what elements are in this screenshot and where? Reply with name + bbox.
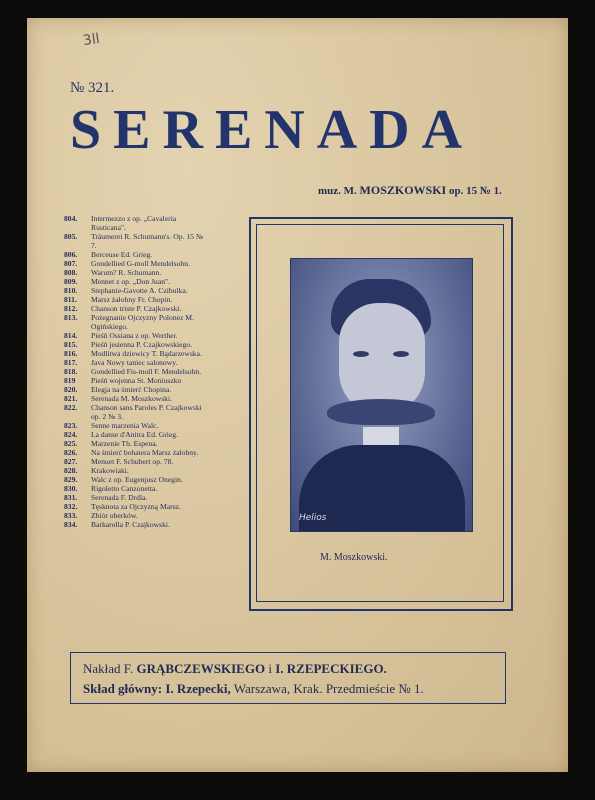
catalog-item xyxy=(64,304,204,313)
catalog-item-number: 820. xyxy=(64,385,78,394)
catalog-item xyxy=(64,421,204,430)
publisher-name-1: GRĄBCZEWSKIEGO xyxy=(136,661,266,676)
catalog-item-title: Na śmierć bohatera Marsz żałobny. xyxy=(91,448,199,457)
catalog-item-title: Warum? R. Schumann. xyxy=(91,268,162,277)
catalog-item-title: Tęsknota za Ojczyzną Marsz. xyxy=(91,502,181,511)
catalog-item-number: 812. xyxy=(64,304,78,313)
depot-name: I. Rzepecki, xyxy=(165,681,231,696)
catalog-item-number: 832. xyxy=(64,502,78,511)
publisher-line-1 xyxy=(83,661,387,677)
catalog-item-number: 808. xyxy=(64,268,78,277)
composer-prefix: muz. M. xyxy=(318,185,357,197)
publisher-line-2 xyxy=(83,681,424,697)
catalog-item-number: 816. xyxy=(64,349,78,358)
catalog-item-number: 814. xyxy=(64,331,78,340)
catalog-item xyxy=(64,259,204,268)
catalog-item-title: Marzenie Th. Espena. xyxy=(91,439,158,448)
catalog-item-number: 829. xyxy=(64,475,78,484)
catalog-item xyxy=(64,394,204,403)
catalog-item-title: Pieśń Ossiana z op. Werther. xyxy=(91,331,178,340)
catalog-item xyxy=(64,358,204,367)
catalog-item-number: 804. xyxy=(64,214,78,223)
catalog-item-number: 833. xyxy=(64,511,78,520)
catalog-item-number: 818. xyxy=(64,367,78,376)
catalog-item-number: 813. xyxy=(64,313,78,322)
catalog-item xyxy=(64,367,204,376)
catalog-item-title: Java Nowy taniec salonowy. xyxy=(91,358,178,367)
publisher-name-2: I. RZEPECKIEGO. xyxy=(275,661,387,676)
catalog-item-title: Berceuse Ed. Grieg. xyxy=(91,250,153,259)
catalog-item-title: Mennet z op. „Don Juan". xyxy=(91,277,171,286)
catalog-item xyxy=(64,250,204,259)
catalog-item-number: 807. xyxy=(64,259,78,268)
portrait-caption: M. Moszkowski. xyxy=(320,552,388,563)
edition-number: № 321. xyxy=(70,80,115,96)
catalog-item xyxy=(64,268,204,277)
catalog-item-number: 826. xyxy=(64,448,78,457)
catalog-item-title: Intermezzo z op. „Cavaleria Rusticana". xyxy=(91,214,177,232)
depot-address: Warszawa, Krak. Przedmieście № 1. xyxy=(233,681,424,696)
catalog-item-number: 811. xyxy=(64,295,77,304)
catalog-item-title: Senne marzenia Walc. xyxy=(91,421,159,430)
catalog-item-number: 823. xyxy=(64,421,78,430)
catalog-item-title: Barkarolla P. Czajkowski. xyxy=(91,520,170,529)
catalog-item-title: Stephanie-Gavotte A. Czibulka. xyxy=(91,286,188,295)
catalog-item-number: 806. xyxy=(64,250,78,259)
catalog-item-number: 831. xyxy=(64,493,78,502)
catalog-item-title: Rigoletto Canzonetta. xyxy=(91,484,158,493)
catalog-item-number: 824. xyxy=(64,430,78,439)
catalog-item-number: 834. xyxy=(64,520,78,529)
catalog-item-number: 828. xyxy=(64,466,78,475)
catalog-item-title: Modlitwa dziewicy T. Bądarzewska. xyxy=(91,349,202,358)
catalog-item-title: Serenada F. Drdla. xyxy=(91,493,148,502)
depot-label: Skład główny: xyxy=(83,681,163,696)
catalog-item-number: 817. xyxy=(64,358,78,367)
catalog-item xyxy=(64,403,204,421)
catalog-item-title: Pieśń jesienna P. Czajkowskiego. xyxy=(91,340,193,349)
catalog-item-number: 827. xyxy=(64,457,78,466)
catalog-item-number: 809. xyxy=(64,277,78,286)
catalog-item-number: 822. xyxy=(64,403,78,412)
catalog-item-number: 825. xyxy=(64,439,78,448)
catalog-item-title: Walc z op. Eugenjusz Onegin. xyxy=(91,475,183,484)
portrait-photo xyxy=(290,258,473,532)
catalog-item-title: Zbiór oberków. xyxy=(91,511,138,520)
catalog-item-title: Pieśń wojenna St. Moniuszko xyxy=(91,376,182,385)
catalog-item xyxy=(64,484,204,493)
publisher-prefix: Nakład F. xyxy=(83,661,134,676)
catalog-item xyxy=(64,286,204,295)
catalog-item xyxy=(64,232,204,250)
catalog-item-number: 821. xyxy=(64,394,78,403)
catalog-item xyxy=(64,502,204,511)
publisher-and: i xyxy=(268,661,272,676)
catalog-item xyxy=(64,475,204,484)
catalog-item-number: 815. xyxy=(64,340,78,349)
composer-name: MOSZKOWSKI xyxy=(359,183,447,197)
photo-studio-mark: Helios xyxy=(299,513,327,523)
catalog-item-title: Träumerei R. Schumann's. Op. 15 № 7. xyxy=(91,232,204,250)
catalog-item xyxy=(64,493,204,502)
catalog-item-number: 810. xyxy=(64,286,78,295)
portrait-eye-left xyxy=(353,351,369,357)
catalog-item xyxy=(64,376,204,385)
catalog-item xyxy=(64,520,204,529)
catalog-item-title: Serenada M. Moszkowski. xyxy=(91,394,172,403)
portrait-mustache xyxy=(327,399,435,425)
catalog-item xyxy=(64,511,204,520)
page-title: SERENADA xyxy=(70,99,475,161)
catalog-item xyxy=(64,313,204,331)
catalog-item xyxy=(64,295,204,304)
catalog-item-title: Marsz żałobny Fr. Chopin. xyxy=(91,295,173,304)
catalog-item-title: Krakowiaki. xyxy=(91,466,129,475)
catalog-item-title: Elegja na śmierć Chopina. xyxy=(91,385,172,394)
handwritten-note: 3ll xyxy=(81,30,101,50)
catalog-item-title: Chanson triste P. Czajkowski. xyxy=(91,304,182,313)
catalog-item xyxy=(64,349,204,358)
catalog-item-number: 830. xyxy=(64,484,78,493)
catalog-item-title: Gondellied Fis-moll F. Mendelsohn. xyxy=(91,367,202,376)
catalog-item-title: Menuet F. Schubert op. 78. xyxy=(91,457,174,466)
catalog-item-title: Gondellied G-moll Mendelsohn. xyxy=(91,259,190,268)
catalog-item xyxy=(64,466,204,475)
catalog-item xyxy=(64,439,204,448)
publisher-box xyxy=(70,652,506,704)
catalog-item xyxy=(64,448,204,457)
catalog-item xyxy=(64,214,204,232)
composer-line xyxy=(318,183,502,198)
catalog-item xyxy=(64,331,204,340)
catalog-item xyxy=(64,385,204,394)
catalog-item xyxy=(64,277,204,286)
catalog-item-title: Chanson sans Paroles P. Czajkowski op. 2 № 3. xyxy=(91,403,202,421)
catalog-item xyxy=(64,340,204,349)
catalog-item xyxy=(64,430,204,439)
catalog-item xyxy=(64,457,204,466)
catalog-item-number: 819 xyxy=(64,376,76,385)
composer-opus: op. 15 № 1. xyxy=(448,185,502,197)
catalog-list xyxy=(64,214,204,529)
portrait-eye-right xyxy=(393,351,409,357)
catalog-item-title: Pożegnanie Ojczyzny Polonez M. Ogińskiego. xyxy=(91,313,194,331)
catalog-item-number: 805. xyxy=(64,232,78,241)
catalog-item-title: La danse d'Anitra Ed. Grieg. xyxy=(91,430,178,439)
